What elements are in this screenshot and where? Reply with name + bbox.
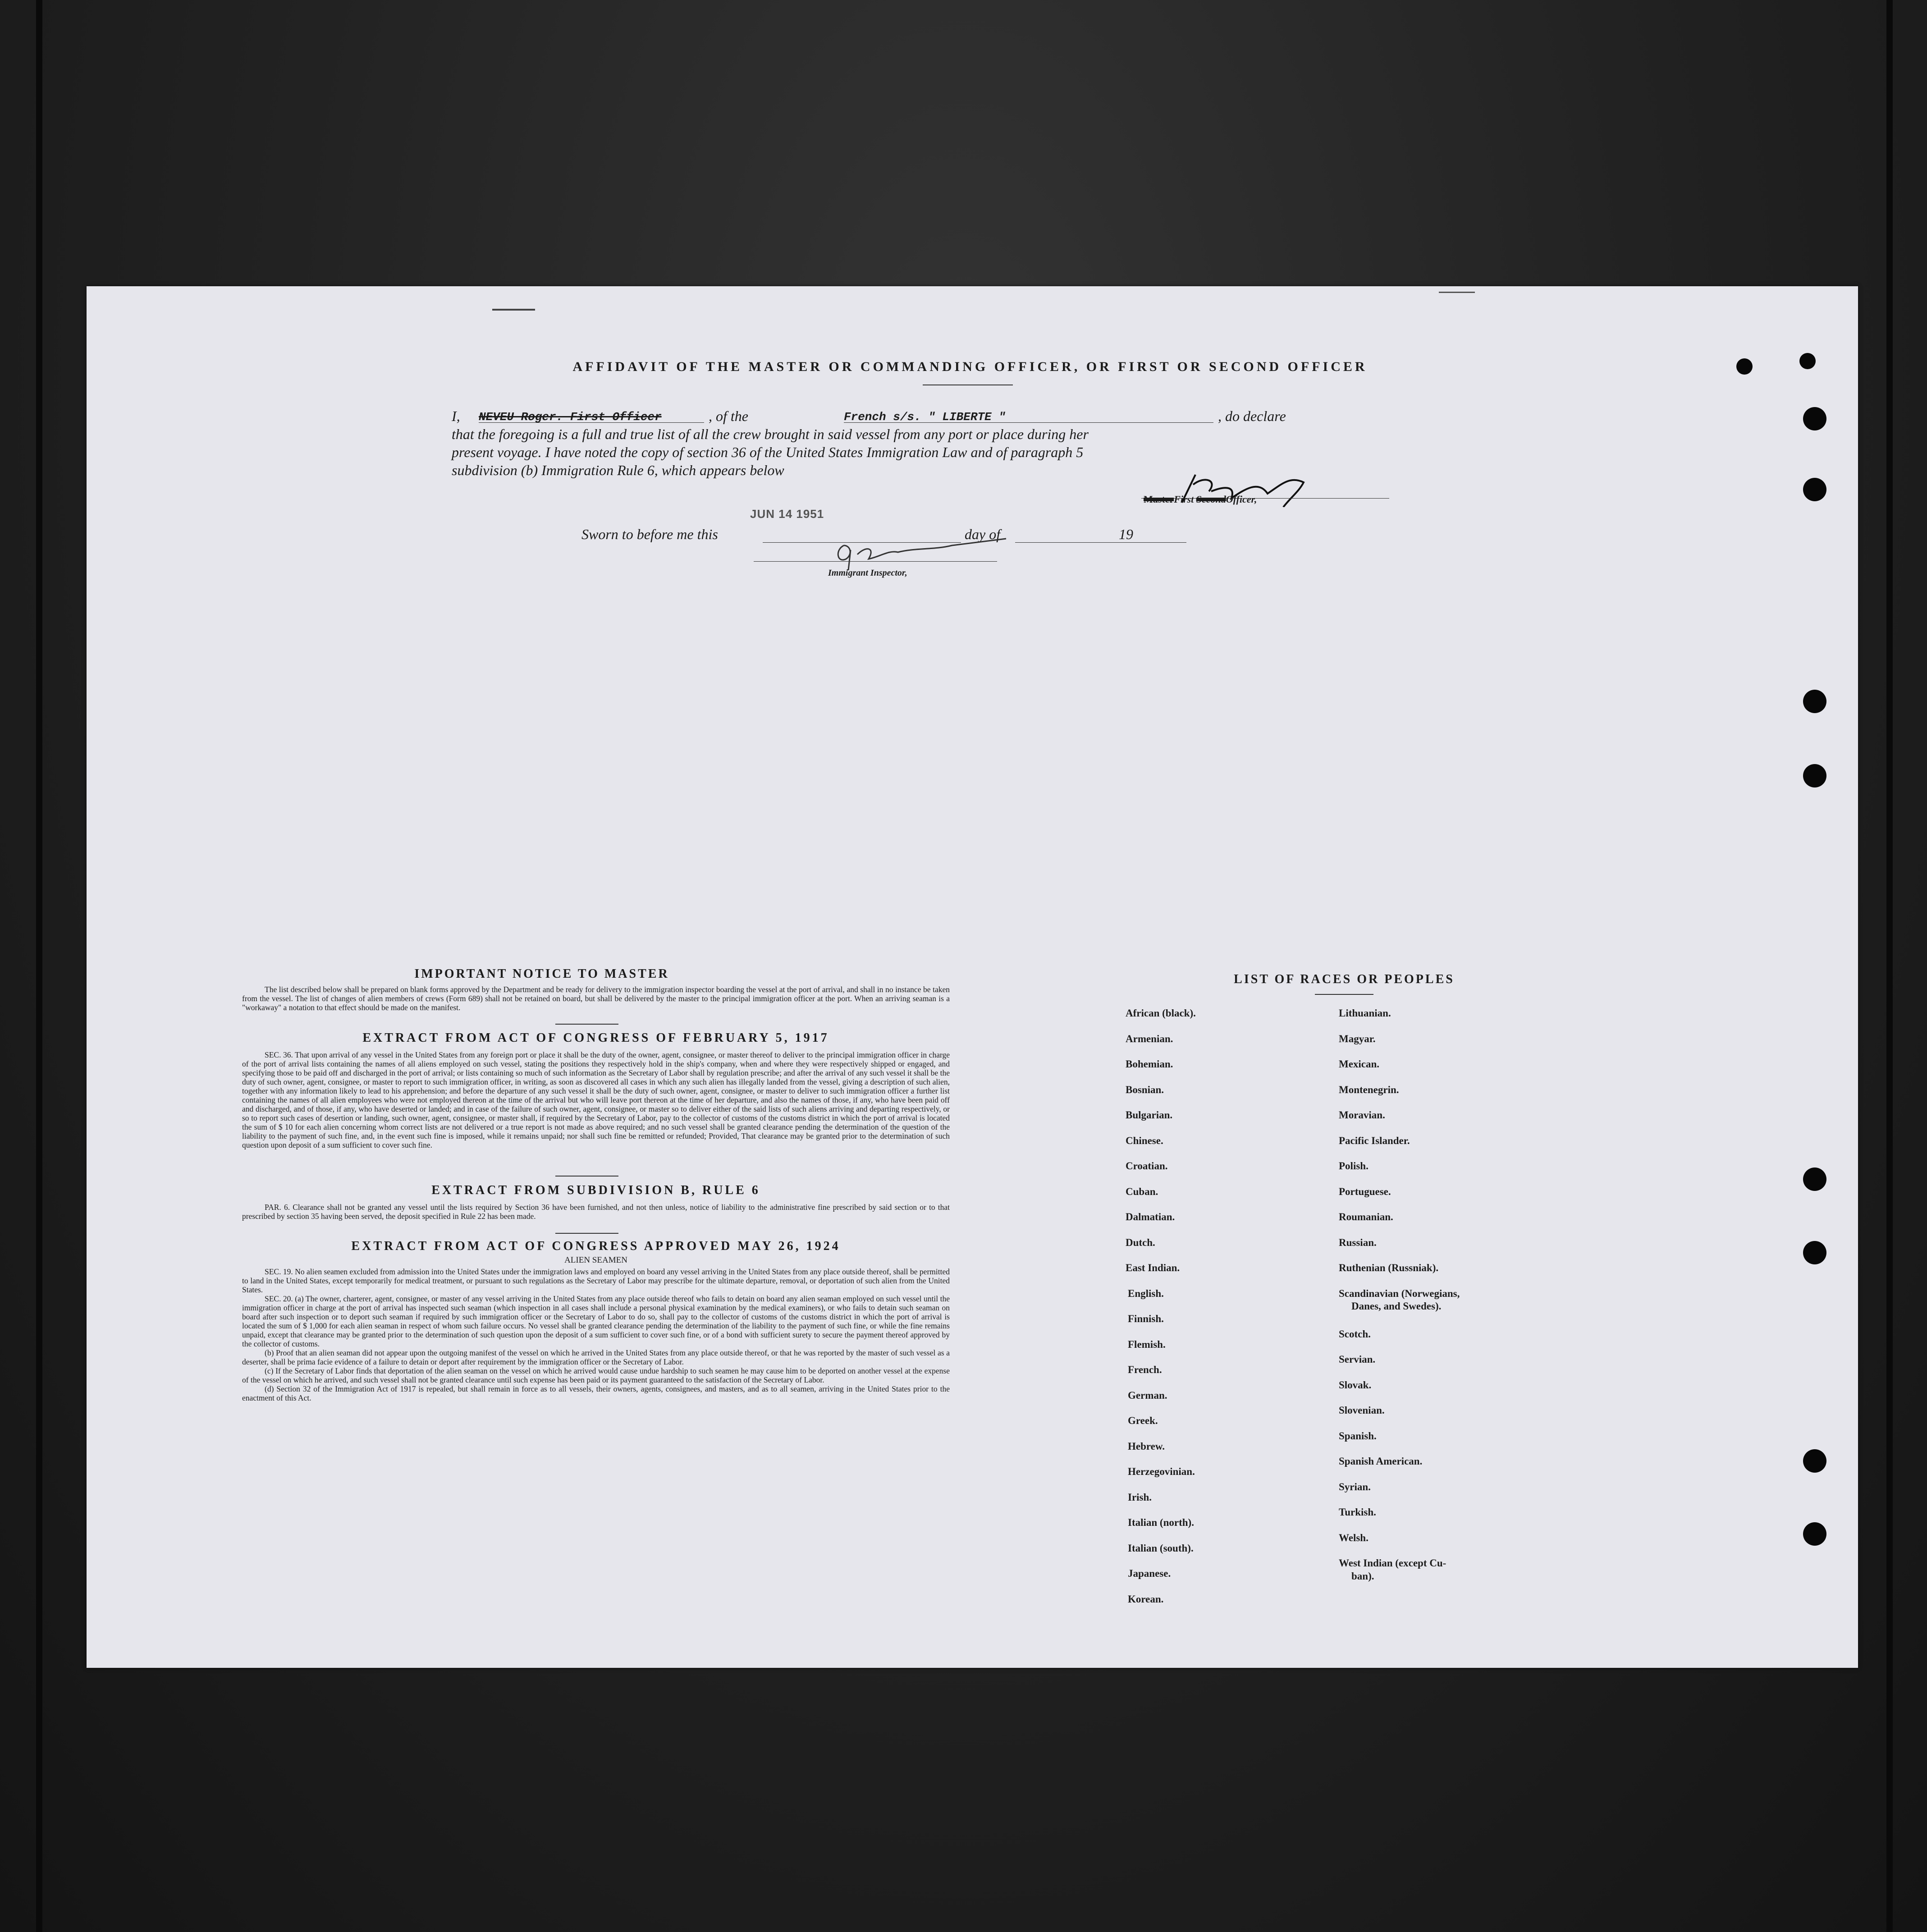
race-item: Syrian. (1339, 1481, 1371, 1492)
sec-20c: (c) If the Secretary of Labor finds that deportation of the alien seaman on the vessel on which he arrived would cause undue hardship to such seamen he may cause him to be deported on another vessel at the expense of the vessel on which he arrived, and such vessel shall not be granted clearance until such expense has been paid or its payment guaranteed to the satisfaction of the Secretary of Labor. (242, 1366, 950, 1384)
punch-hole (1803, 1449, 1826, 1473)
race-item: Danes, and Swedes). (1351, 1300, 1442, 1312)
scan-edge (1886, 0, 1893, 1932)
punch-hole (1799, 353, 1816, 369)
affidavit-line-2: that the foregoing is a full and true list of all the crew brought in said vessel from any port or place during her (452, 426, 1089, 442)
race-item: Cuban. (1126, 1186, 1158, 1197)
race-item: Ruthenian (Russniak). (1339, 1262, 1439, 1273)
race-item: Slovak. (1339, 1379, 1372, 1391)
punch-hole (1803, 478, 1826, 501)
race-item: Bosnian. (1126, 1084, 1164, 1095)
race-item: West Indian (except Cu- (1339, 1557, 1446, 1569)
race-item: Japanese. (1128, 1568, 1171, 1579)
inspector-blank-line (754, 561, 997, 562)
extract-1917-title: EXTRACT FROM ACT OF CONGRESS OF FEBRUARY 5, 1917 (362, 1031, 829, 1045)
section-divider (555, 1176, 618, 1177)
name-blank-line (479, 422, 704, 423)
race-item: Bulgarian. (1126, 1109, 1173, 1121)
race-item: Finnish. (1128, 1313, 1164, 1324)
day-text: day of (965, 526, 1001, 542)
sec-19: SEC. 19. No alien seamen excluded from admission into the United States under the immigration laws and employed on board any vessel arriving in the United States from any place outside thereof, shall be permitted to land in the United States, except temporarily for medical treatment, or pursuant to such regulations as the Secretary of Labor may prescribe for the ultimate departure, removal, or deportation of such alien from the United States. (242, 1267, 950, 1294)
race-item: Irish. (1128, 1491, 1152, 1503)
race-item: Lithuanian. (1339, 1007, 1391, 1019)
inspector-label: Immigrant Inspector, (828, 568, 907, 578)
year-text: 19 (1119, 526, 1133, 542)
affidavit-prefix: I, (452, 408, 460, 424)
officer-name: NEVEU Roger. First Officer (479, 410, 662, 424)
punch-hole (1803, 764, 1826, 787)
inspector-signature (826, 532, 1015, 572)
race-item: Croatian. (1126, 1160, 1168, 1172)
race-item: Dalmatian. (1126, 1211, 1175, 1222)
race-item: East Indian. (1126, 1262, 1180, 1273)
race-item: Mexican. (1339, 1058, 1380, 1070)
punch-hole (1803, 407, 1826, 430)
extract-1924-title: EXTRACT FROM ACT OF CONGRESS APPROVED MAY 26, 1924 (351, 1239, 841, 1253)
section-divider (555, 1233, 618, 1234)
vessel-name: French s/s. " LIBERTE " (844, 410, 1006, 424)
caption-second-struck: Second (1196, 494, 1226, 505)
affidavit-line-1 (452, 407, 1403, 425)
race-item: Chinese. (1126, 1135, 1163, 1146)
affidavit-suffix: , do declare (1218, 408, 1286, 424)
race-item: Scandinavian (Norwegians, (1339, 1287, 1460, 1299)
scan-edge (36, 0, 42, 1932)
affidavit-line-3: present voyage. I have noted the copy of section 36 of the United States Immigration Law and of paragraph 5 (452, 444, 1084, 460)
sec-20d: (d) Section 32 of the Immigration Act of 1917 is repealed, but shall remain in force as to all vessels, their owners, agents, consignees, and masters, and as to all seamen, arriving in the United States prior to the enactment of this Act. (242, 1384, 950, 1402)
extract-1917-body: SEC. 36. That upon arrival of any vessel in the United States from any foreign port or place it shall be the duty of the owner, agent, consignee, or master thereof to deliver to the principal immigration officer in charge of the port of arrival lists containing the names of all aliens employed on such vessel, stating the positions they respectively hold in the ship's company, when and where they were respectively shipped or engaged, and specifying those to be paid off and discharged in the port of arrival; or lists containing so much of such information as the Secretary of Labor shall by regulation prescribe; and after the arrival of any such vessel it shall be the duty of such owner, agent, consignee, or master to report to such immigration officer, in writing, as soon as discovered all cases in which any such alien has illegally landed from the vessel, giving a description of such alien, together with any information likely to lead to his apprehension; and before the departure of any such vessel it shall be the duty of such owner, agent, consignee, or master to deliver to such immigration officer a further list containing the names of all alien employees who were not employed thereon at the time of the arrival but who will leave port thereon at the time of her departure, and also the names of those, if any, who have been paid off and discharged, and of those, if any, who have deserted or landed; and in case of the failure of such owner, agent, consignee, or master so to deliver either of the said lists of such aliens arriving and departing respectively, or so to report such cases of desertion or landing, such owner, agent, consignee, or master shall, if required by the Secretary of Labor, pay to the collector of customs of the customs district in which the port of arrival is located the sum of $ 10 for each alien concerning whom correct lists are not delivered or a true report is not made as above required; and no such vessel shall be granted clearance pending the determination of the question of the liability to the payment of such fine, and, in the event such fine is imposed, while it remains unpaid; nor shall such fine be remitted or refunded; Provided, That clearance may be granted prior to the determination of such question upon deposit of a sum sufficient to cover such fine. (242, 1050, 950, 1149)
race-item: Magyar. (1339, 1033, 1376, 1044)
race-item: Welsh. (1339, 1532, 1369, 1543)
race-item: Pacific Islander. (1339, 1135, 1410, 1146)
affidavit-title: AFFIDAVIT OF THE MASTER OR COMMANDING OFFICER, OR FIRST OR SECOND OFFICER (572, 359, 1368, 374)
affidavit-line-4: subdivision (b) Immigration Rule 6, which appears below (452, 462, 784, 478)
race-item: French. (1128, 1364, 1162, 1375)
race-item: Dutch. (1126, 1236, 1155, 1248)
notice-title: IMPORTANT NOTICE TO MASTER (414, 967, 669, 981)
punch-hole (1736, 358, 1753, 375)
race-item: Portuguese. (1339, 1186, 1391, 1197)
race-item: Slovenian. (1339, 1405, 1385, 1416)
caption-officer: Officer, (1226, 494, 1257, 505)
affidavit-mid: , of the (709, 408, 748, 424)
race-item: Spanish. (1339, 1430, 1377, 1442)
subdivision-b-title: EXTRACT FROM SUBDIVISION B, RULE 6 (431, 1183, 760, 1197)
race-item: Korean. (1128, 1593, 1164, 1605)
signature-caption (1144, 494, 1257, 505)
extract-1924-body (242, 1267, 950, 1402)
race-item: Roumanian. (1339, 1211, 1393, 1222)
sec-20a: SEC. 20. (a) The owner, charterer, agent, consignee, or master of any vessel arriving in the United States from any place outside thereof who fails to detain on board any alien seaman employed on such vessel until the immigration officer in charge at the port of arrival has inspected such seaman (which inspection in all cases shall include a personal physical examination by the medical examiners), or who fails to detain such seaman on board after such inspection or to deport such seaman if required by such immigration officer or the Secretary of Labor to do so, shall pay to the collector of customs of the customs district in which the port of arrival is located the sum of $ 1,000 for each alien seaman in respect of whom such failure occurs. No vessel shall be granted clearance pending the determination of the liability to the payment of such fine, or while the fine remains unpaid, except that clearance may be granted prior to the determination of such question upon the deposit of a sum sufficient to cover such fine, or of a bond with sufficient surety to secure the payment thereof approved by the collector of customs. (242, 1294, 950, 1348)
race-item: German. (1128, 1389, 1167, 1401)
year-blank-line (1141, 542, 1186, 543)
punch-hole (1803, 1241, 1826, 1264)
notice-body: The list described below shall be prepared on blank forms approved by the Department and be ready for delivery to the immigration inspector boarding the vessel at the port of arrival, and shall in no instance be taken from the vessel. The list of changes of alien members of crews (Form 689) shall not be retained on board, but shall be delivered by the master to the principal immigration officer at the port. When an arriving seaman is a "workaway" a notation to that effect should be made on the manifest. (242, 985, 950, 1012)
race-item: Hebrew. (1128, 1440, 1165, 1452)
race-item: Bohemian. (1126, 1058, 1173, 1070)
race-item: Montenegrin. (1339, 1084, 1399, 1095)
punch-hole (1803, 1522, 1826, 1546)
race-item: Flemish. (1128, 1338, 1166, 1350)
date-stamp: JUN 14 1951 (750, 507, 824, 521)
race-item: Servian. (1339, 1354, 1376, 1365)
race-item: ban). (1351, 1570, 1374, 1582)
punch-hole (1803, 1167, 1826, 1191)
race-item: Italian (north). (1128, 1517, 1194, 1528)
race-item: Russian. (1339, 1236, 1377, 1248)
race-item: English. (1128, 1287, 1164, 1299)
race-item: Greek. (1128, 1415, 1158, 1426)
race-item: Turkish. (1339, 1506, 1376, 1518)
race-item: Spanish American. (1339, 1456, 1423, 1467)
section-divider (555, 1024, 618, 1025)
race-item: Armenian. (1126, 1033, 1173, 1044)
alien-seamen-subtitle: ALIEN SEAMEN (564, 1255, 627, 1265)
caption-first: First (1174, 494, 1194, 505)
race-item: Italian (south). (1128, 1542, 1194, 1554)
caption-master-struck: Master (1144, 494, 1174, 505)
stray-mark (1439, 292, 1475, 293)
race-item: Polish. (1339, 1160, 1369, 1172)
stray-mark (492, 309, 535, 311)
race-item: Scotch. (1339, 1328, 1371, 1340)
race-item: Herzegovinian. (1128, 1466, 1195, 1477)
race-item: African (black). (1126, 1007, 1196, 1019)
races-title: LIST OF RACES OR PEOPLES (1234, 972, 1455, 986)
document-page (87, 286, 1858, 1668)
subdivision-b-body: PAR. 6. Clearance shall not be granted any vessel until the lists required by Section 36 have been furnished, and not then unless, notice of liability to the administrative fine prescribed by said section or to that prescribed by section 35 having been served, the deposit specified in Rule 22 has been made. (242, 1203, 950, 1221)
races-title-underline (1315, 994, 1373, 995)
race-item: Moravian. (1339, 1109, 1385, 1121)
sec-20b: (b) Proof that an alien seaman did not appear upon the outgoing manifest of the vessel on which he arrived in the United States from any place outside thereof, or that he was reported by the master of such vessel as a deserter, shall be prima facie evidence of a failure to detain or deport after requirement by the immigration officer or the Secretary of Labor. (242, 1348, 950, 1366)
sworn-text: Sworn to before me this (581, 526, 718, 542)
vessel-blank-line (844, 422, 1213, 423)
punch-hole (1803, 690, 1826, 713)
